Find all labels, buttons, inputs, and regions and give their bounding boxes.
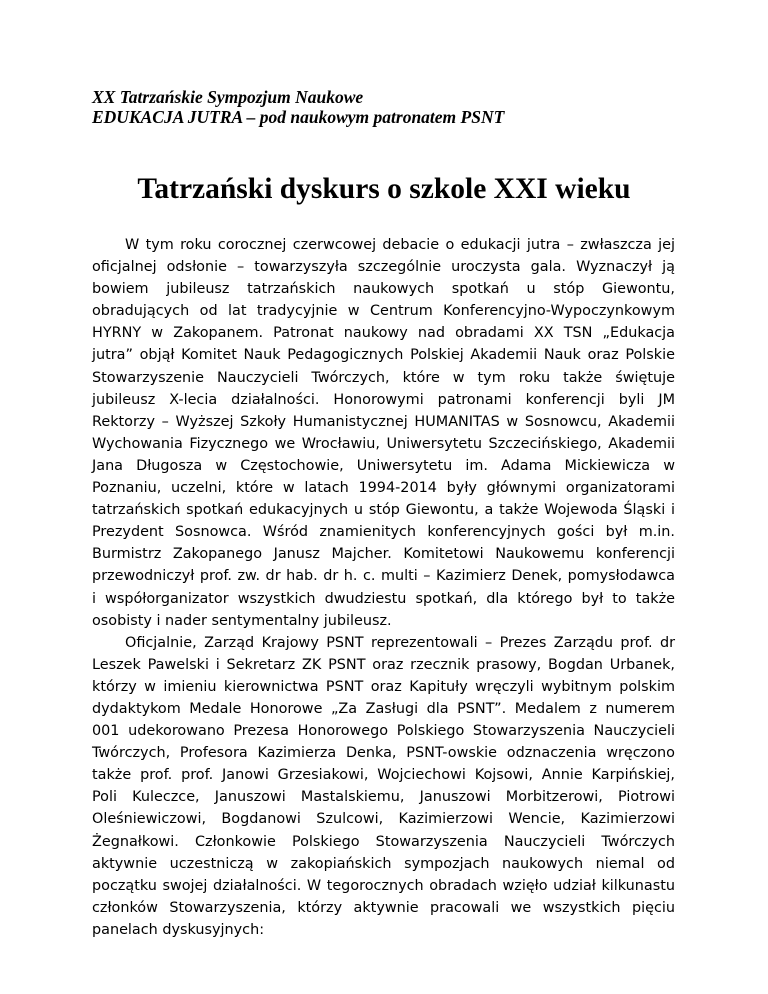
paragraph-line: Twórczych, Profesora Kazimierza Denka, PSNT-owskie odznaczenia wręczono bbox=[92, 745, 675, 762]
paragraph-line: Leszek Pawelski i Sekretarz ZK PSNT oraz rzecznik prasowy, Bogdan Urbanek, bbox=[92, 656, 675, 673]
paragraph-line: Poli Kuleczce, Januszowi Mastalskiemu, Januszowi Morbitzerowi, Piotrowi bbox=[92, 789, 675, 806]
paragraph-line: dydaktykom Medale Honorowe „Za Zasługi dla PSNT”. Medalem z numerem bbox=[92, 700, 675, 717]
paragraph-line: Oficjalnie, Zarząd Krajowy PSNT reprezentowali – Prezes Zarządu prof. dr bbox=[125, 634, 675, 651]
paragraph-line: Jana Długosza w Częstochowie, Uniwersytetu im. Adama Mickiewicza w bbox=[92, 457, 675, 474]
paragraph-line: Oleśniewiczowi, Bogdanowi Szulcowi, Kazimierzowi Wencie, Kazimierzowi bbox=[92, 811, 675, 828]
paragraph-line: którzy w imieniu kierownictwa PSNT oraz Kapituły wręczyli wybitnym polskim bbox=[92, 678, 675, 695]
paragraph-line: Prezydent Sosnowca. Wśród znamienitych konferencyjnych gości był m.in. bbox=[92, 524, 675, 541]
paragraph-line: bowiem jubileusz tatrzańskich naukowych spotkań u stóp Giewontu, bbox=[92, 281, 675, 298]
paragraph-line: i współorganizator wszystkich dwudziestu spotkań, dla którego był to także bbox=[92, 590, 675, 607]
article-body bbox=[92, 234, 675, 941]
paragraph-line: początku swojej działalności. W tegorocznych obradach wzięło udział kilkunastu bbox=[92, 877, 675, 894]
paragraph-line: oficjalnej odsłonie – towarzyszyła szczególnie uroczysta gala. Wyznaczył ją bbox=[92, 259, 675, 276]
paragraph-2 bbox=[92, 632, 675, 941]
header-line-symposium: XX Tatrzańskie Sympozjum Naukowe bbox=[92, 87, 364, 107]
paragraph-1 bbox=[92, 234, 675, 632]
paragraph-line: jutra” objął Komitet Nauk Pedagogicznych Polskiej Akademii Nauk oraz Polskie bbox=[92, 347, 675, 364]
paragraph-line: 001 udekorowano Prezesa Honorowego Polskiego Stowarzyszenia Nauczycieli bbox=[92, 723, 675, 740]
paragraph-line: Poznaniu, uczelni, które w latach 1994-2014 były głównymi organizatorami bbox=[92, 480, 675, 497]
paragraph-line: Burmistrz Zakopanego Janusz Majcher. Komitetowi Naukowemu konferencji bbox=[92, 546, 675, 563]
paragraph-line: Rektorzy – Wyższej Szkoły Humanistycznej HUMANITAS w Sosnowcu, Akademii bbox=[92, 413, 675, 430]
paragraph-line: tatrzańskich spotkań edukacyjnych u stóp Giewontu, a także Wojewoda Śląski i bbox=[92, 502, 675, 519]
paragraph-line: przewodniczył prof. zw. dr hab. dr h. c. multi – Kazimierz Denek, pomysłodawca bbox=[92, 568, 675, 585]
document-header bbox=[92, 87, 712, 127]
header-line-patronage: EDUKACJA JUTRA – pod naukowym patronatem PSNT bbox=[92, 107, 505, 127]
paragraph-line: członków Stowarzyszenia, którzy aktywnie pracowali we wszystkich pięciu bbox=[92, 899, 675, 916]
paragraph-line: także prof. prof. Janowi Grzesiakowi, Wojciechowi Kojsowi, Annie Karpińskiej, bbox=[92, 767, 675, 784]
paragraph-line: panelach dyskusyjnych: bbox=[92, 921, 265, 938]
paragraph-line: jubileusz X-lecia działalności. Honorowymi patronami konferencji byli JM bbox=[92, 391, 675, 408]
paragraph-line: HYRNY w Zakopanem. Patronat naukowy nad obradami XX TSN „Edukacja bbox=[92, 325, 675, 342]
paragraph-line: Żegnałkowi. Członkowie Polskiego Stowarzyszenia Nauczycieli Twórczych bbox=[92, 833, 675, 850]
article-title: Tatrzański dyskurs o szkole XXI wieku bbox=[137, 173, 631, 205]
paragraph-line: obradujących od lat tradycyjnie w Centrum Konferencyjno-Wypoczynkowym bbox=[92, 303, 675, 320]
paragraph-line: Stowarzyszenie Nauczycieli Twórczych, które w tym roku także świętuje bbox=[92, 369, 675, 386]
paragraph-line: Wychowania Fizycznego we Wrocławiu, Uniwersytetu Szczecińskiego, Akademii bbox=[92, 435, 675, 452]
paragraph-line: osobisty i nader sentymentalny jubileusz. bbox=[92, 612, 392, 629]
paragraph-line: aktywnie uczestniczą w zakopiańskich sympozjach naukowych niemal od bbox=[92, 855, 675, 872]
paragraph-line: W tym roku corocznej czerwcowej debacie o edukacji jutra – zwłaszcza jej bbox=[125, 237, 675, 253]
